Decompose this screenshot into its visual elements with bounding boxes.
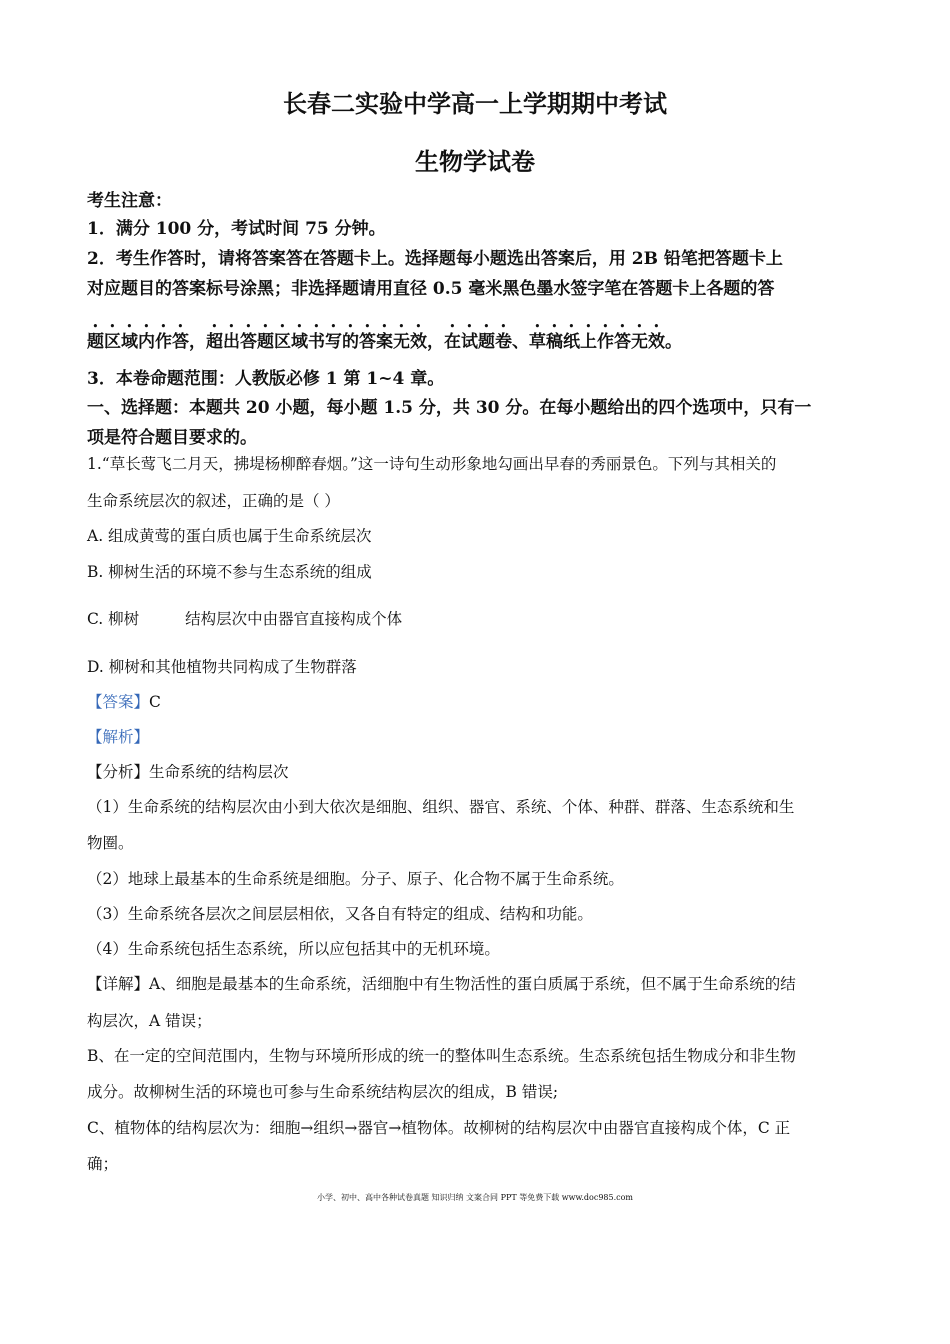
- period: 。: [665, 332, 682, 352]
- page-footer: 小学、初中、高中各种试卷真题 知识归纳 文案合同 PPT 等免费下载 www.doc985.com: [316, 1193, 634, 1202]
- detail-a-line-1: [87, 972, 796, 994]
- option-c-part-2: 结构层次中由器官直接构成个体: [185, 610, 403, 628]
- notice-item-2-line-1: 2．考生作答时，请将答案答在答题卡上。选择题每小题选出答案后，用 2B 铅笔把答题卡上: [87, 249, 783, 269]
- exam-subtitle: 生物学试卷: [415, 147, 535, 176]
- detail-c-line-1: C、植物体的结构层次为：细胞→组织→器官→植物体。故柳树的结构层次中由器官直接构成个体，C 正: [87, 1119, 791, 1137]
- point-1-line-1: （1）生命系统的结构层次由小到大依次是细胞、组织、器官、系统、个体、种群、群落、生态系统和生: [87, 798, 795, 816]
- detail-a-text: A、细胞是最基本的生命系统，活细胞中有生物活性的蛋白质属于系统，但不属于生命系统的结: [149, 975, 796, 993]
- option-c-part-1: C. 柳树: [87, 610, 140, 628]
- detail-b-line-1: B、在一定的空间范围内，生物与环境所形成的统一的整体叫生态系统。生态系统包括生物成分和非生物: [87, 1047, 796, 1065]
- option-d: D. 柳树和其他植物共同构成了生物群落: [87, 658, 357, 676]
- point-2: （2）地球上最基本的生命系统是细胞。分子、原子、化合物不属于生命系统。: [87, 870, 624, 888]
- option-c: [87, 607, 402, 629]
- fenxi-tag: 【分析】: [87, 763, 150, 781]
- detail-tag: 【详解】: [87, 975, 150, 993]
- point-4: （4）生命系统包括生态系统，所以应包括其中的无机环境。: [87, 940, 500, 958]
- point-3: （3）生命系统各层次之间层层相依，又各自有特定的组成、结构和功能。: [87, 905, 593, 923]
- notice-heading: 考生注意：: [87, 191, 172, 211]
- detail-b-line-2: 成分。故柳树生活的环境也可参与生命系统结构层次的组成，B 错误;: [87, 1083, 559, 1101]
- option-b: B. 柳树生活的环境不参与生态系统的组成: [87, 563, 372, 581]
- detail-c-line-2: 确；: [87, 1155, 119, 1173]
- point-1-line-2: 物圈。: [87, 834, 134, 852]
- exam-title: 长春二实验中学高一上学期期中考试: [283, 89, 667, 118]
- notice-item-2-line-3: [87, 322, 682, 352]
- section-1-heading-line-2: 项是符合题目要求的。: [87, 428, 257, 448]
- section-1-heading-line-1: 一、选择题：本题共 20 小题，每小题 1.5 分，共 30 分。在每小题给出的四个选项中，只有一: [87, 398, 812, 418]
- option-a: A. 组成黄莺的蛋白质也属于生命系统层次: [87, 527, 372, 545]
- emphasized-warning: 题区域内作答，超出答题区域书写的答案无效，在试题卷、草稿纸上作答无效: [87, 332, 665, 352]
- analysis-tag: 【解析】: [87, 728, 150, 746]
- answer-tag: 【答案】: [87, 693, 150, 711]
- fenxi-text: 生命系统的结构层次: [149, 763, 289, 781]
- question-1-stem-line-2: 生命系统层次的叙述，正确的是（ ）: [87, 492, 340, 510]
- question-1-stem-line-1: 1.“草长莺飞二月天，拂堤杨柳醉春烟。”这一诗句生动形象地勾画出早春的秀丽景色。下列与其相关的: [87, 455, 777, 473]
- detail-a-line-2: 构层次，A 错误；: [87, 1012, 212, 1030]
- answer-line: [87, 690, 161, 712]
- fenxi-line: [87, 760, 289, 782]
- notice-item-1: 1．满分 100 分，考试时间 75 分钟。: [87, 219, 386, 239]
- answer-value: C: [149, 693, 161, 711]
- notice-item-3: 3．本卷命题范围：人教版必修 1 第 1~4 章。: [87, 369, 445, 389]
- notice-item-2-line-2: 对应题目的答案标号涂黑；非选择题请用直径 0.5 毫米黑色墨水签字笔在答题卡上各题的答: [87, 279, 775, 299]
